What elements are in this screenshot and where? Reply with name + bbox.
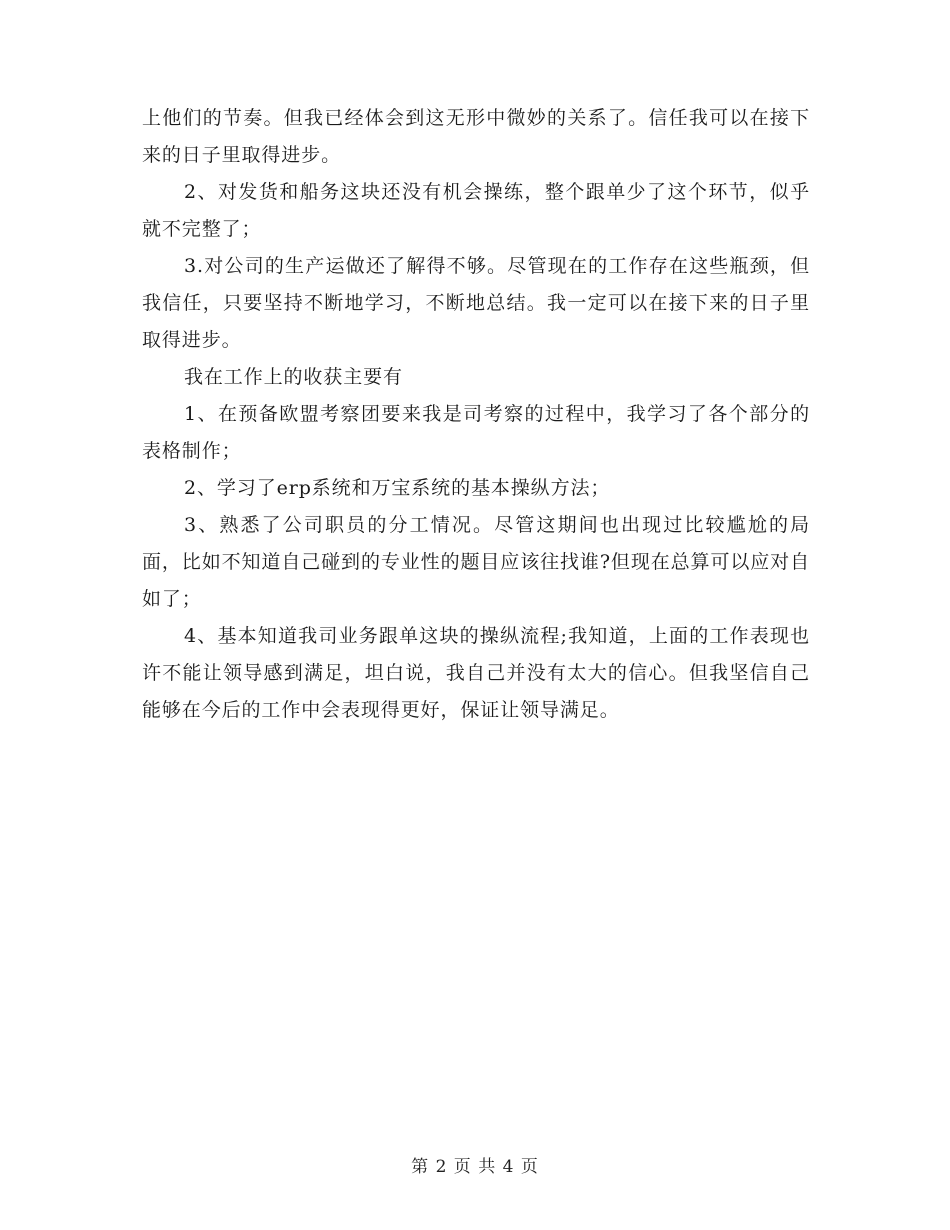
- paragraph-gains-heading: 我在工作上的收获主要有: [184, 366, 403, 388]
- page-number-footer: 第 2 页 共 4 页: [411, 1157, 539, 1177]
- paragraph-continuation: 上他们的节奏。但我已经体会到这无形中微妙的关系了。信任我可以在接下来的日子里取得进步。: [142, 107, 810, 166]
- paragraph-gain-1: 1、在预备欧盟考察团要来我是司考察的过程中，我学习了各个部分的表格制作；: [142, 403, 810, 462]
- paragraph-issue-2: 2、对发货和船务这块还没有机会操练，整个跟单少了这个环节，似乎就不完整了；: [142, 181, 810, 240]
- paragraph-gain-4: 4、基本知道我司业务跟单这块的操纵流程;我知道，上面的工作表现也许不能让领导感到满足，坦白说，我自己并没有太大的信心。但我坚信自己能够在今后的工作中会表现得更好，保证让领导满足。: [142, 625, 810, 721]
- document-body: [142, 100, 810, 729]
- paragraph-gain-2: 2、学习了erp系统和万宝系统的基本操纵方法；: [184, 477, 611, 499]
- paragraph-gain-3: 3、熟悉了公司职员的分工情况。尽管这期间也出现过比较尴尬的局面，比如不知道自己碰到的专业性的题目应该往找谁?但现在总算可以应对自如了；: [142, 514, 810, 610]
- paragraph-issue-3: 3.对公司的生产运做还了解得不够。尽管现在的工作存在这些瓶颈，但我信任，只要坚持不断地学习，不断地总结。我一定可以在接下来的日子里取得进步。: [142, 255, 810, 351]
